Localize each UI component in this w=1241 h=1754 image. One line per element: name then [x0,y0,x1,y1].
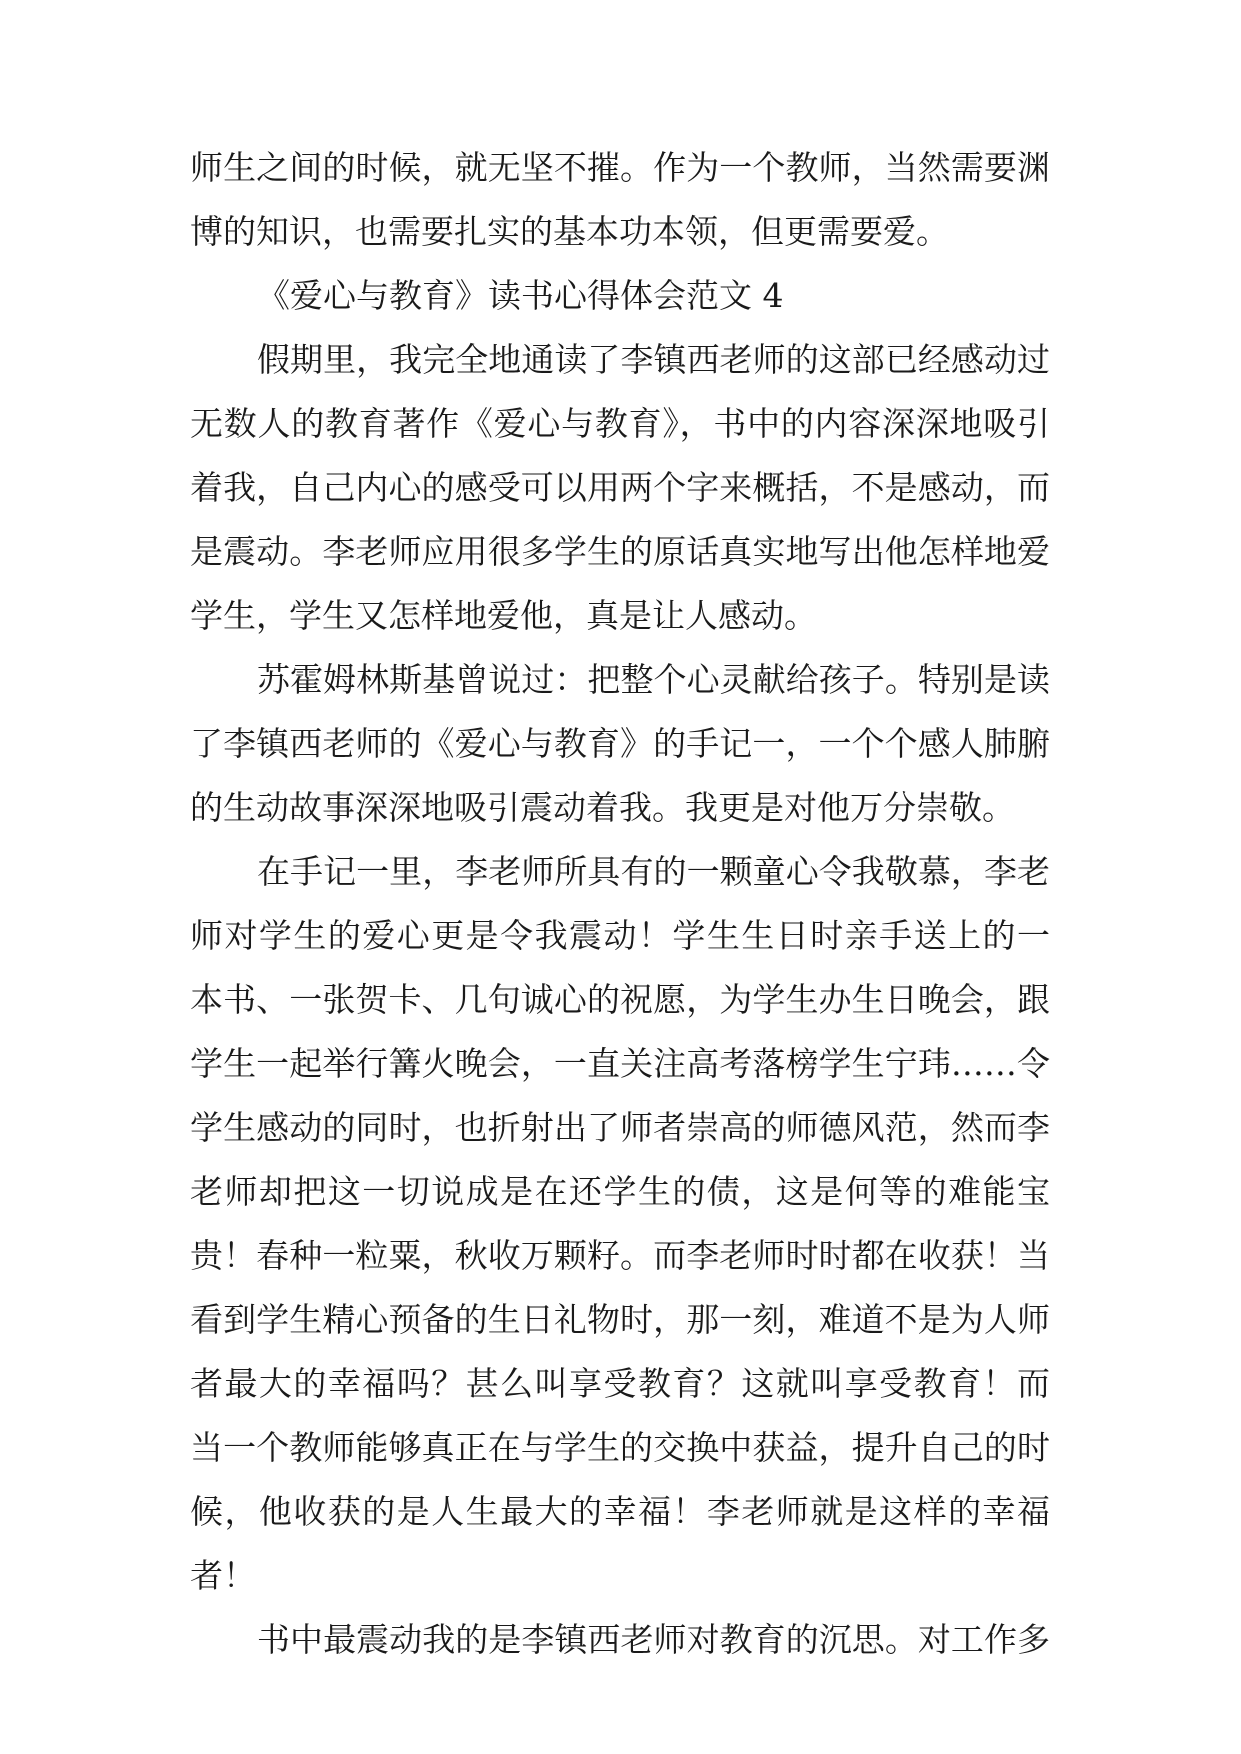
text-line: 学生，学生又怎样地爱他，真是让人感动。 [190,596,817,635]
text-line: 学生感动的同时，也折射出了师者崇高的师德风范，然而李 [190,1108,1050,1147]
text-line: 看到学生精心预备的生日礼物时，那一刻，难道不是为人师 [190,1300,1050,1339]
text-line: 学生一起举行篝火晚会，一直关注高考落榜学生宁玮……令 [190,1044,1050,1083]
text-line: 者最大的幸福吗？甚么叫享受教育？这就叫享受教育！而 [190,1364,1050,1403]
text-line: 师对学生的爱心更是令我震动！学生生日时亲手送上的一 [190,916,1050,955]
paragraph-first-line: 假期里，我完全地通读了李镇西老师的这部已经感动过 [257,340,1050,379]
text-line: 本书、一张贺卡、几句诚心的祝愿，为学生办生日晚会，跟 [190,980,1050,1019]
text-line: 贵！春种一粒粟，秋收万颗籽。而李老师时时都在收获！当 [190,1236,1050,1275]
text-line: 无数人的教育著作《爱心与教育》，书中的内容深深地吸引 [190,404,1050,443]
text-line: 了李镇西老师的《爱心与教育》的手记一，一个个感人肺腑 [190,724,1050,763]
text-line: 博的知识，也需要扎实的基本功本领，但更需要爱。 [190,212,949,251]
paragraph-first-line: 苏霍姆林斯基曾说过：把整个心灵献给孩子。特别是读 [257,660,1050,699]
text-line: 的生动故事深深地吸引震动着我。我更是对他万分崇敬。 [190,788,1015,827]
text-line: 候，他收获的是人生最大的幸福！李老师就是这样的幸福 [190,1492,1050,1531]
text-line: 当一个教师能够真正在与学生的交换中获益，提升自己的时 [190,1428,1050,1467]
text-line: 着我，自己内心的感受可以用两个字来概括，不是感动，而 [190,468,1050,507]
paragraph-first-line: 书中最震动我的是李镇西老师对教育的沉思。对工作多 [257,1620,1050,1659]
text-line: 者！ [190,1556,256,1595]
text-line: 师生之间的时候，就无坚不摧。作为一个教师，当然需要渊 [190,148,1050,187]
paragraph-first-line: 在手记一里，李老师所具有的一颗童心令我敬慕，李老 [257,852,1050,891]
text-line: 是震动。李老师应用很多学生的原话真实地写出他怎样地爱 [190,532,1050,571]
text-line: 老师却把这一切说成是在还学生的债，这是何等的难能宝 [190,1172,1050,1211]
section-heading: 《爱心与教育》读书心得体会范文 4 [257,276,784,315]
